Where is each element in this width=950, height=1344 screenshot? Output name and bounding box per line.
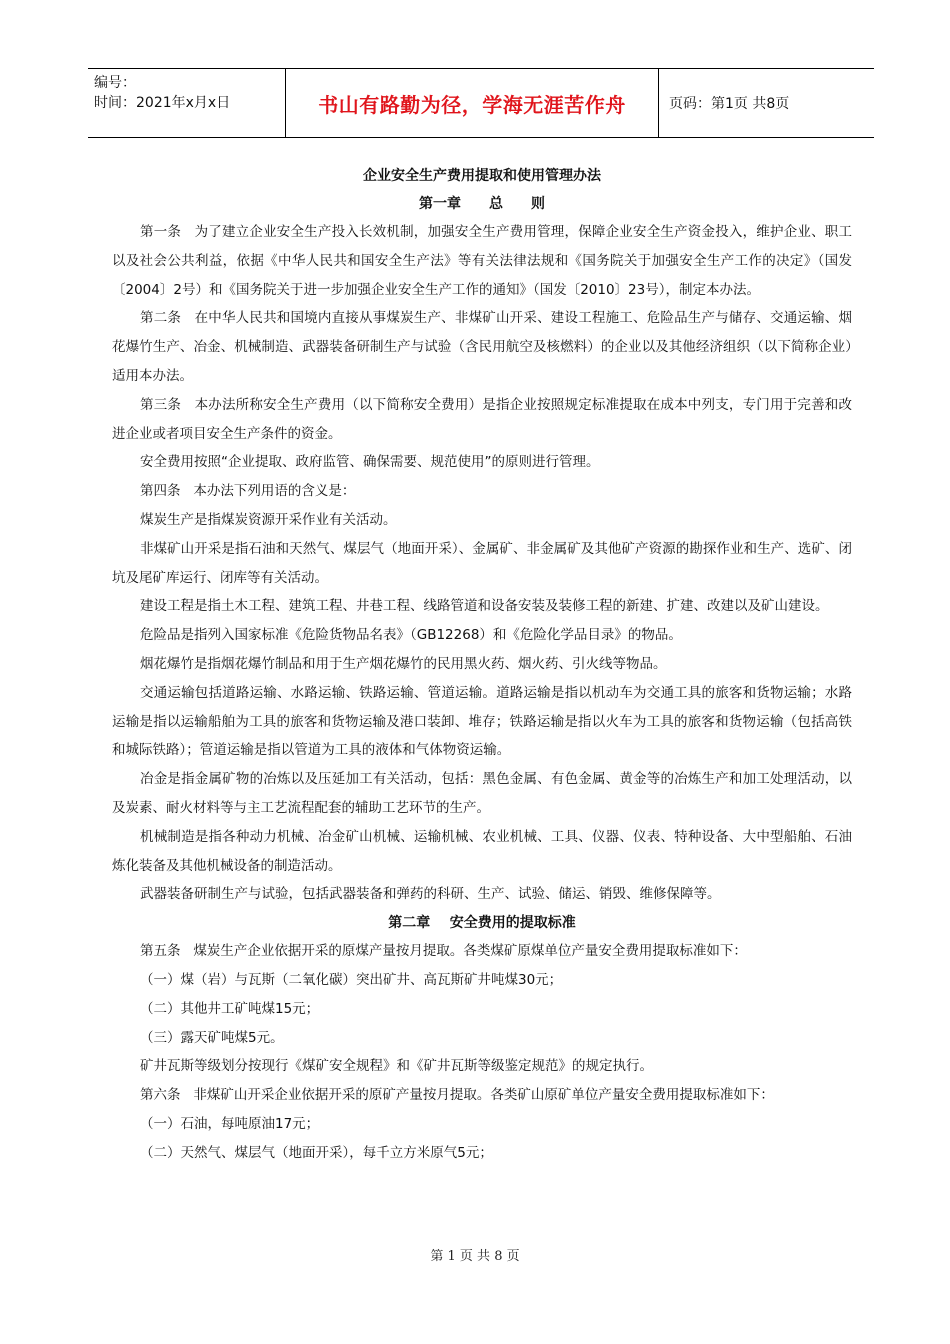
paragraph: 第四条 本办法下列用语的含义是： <box>140 483 356 500</box>
chapter-1-body <box>112 218 852 909</box>
paragraph: （一）煤（岩）与瓦斯（二氧化碳）突出矿井、高瓦斯矿井吨煤30元； <box>140 971 563 988</box>
header-page-info <box>659 69 874 137</box>
header-motto: 书山有路勤为径，学海无涯苦作舟 <box>318 92 626 117</box>
chapter-heading-2: 第二章 安全费用的提取标准 <box>388 915 576 932</box>
doc-number-label: 编号： <box>94 75 136 91</box>
paragraph: 第三条 本办法所称安全生产费用（以下简称安全费用）是指企业按照规定标准提取在成本中列支，专门用于完善和改进企业或者项目安全生产条件的资金。 <box>112 396 852 442</box>
chapter-2-body <box>112 937 852 1167</box>
paragraph: 矿井瓦斯等级划分按现行《煤矿安全规程》和《矿井瓦斯等级鉴定规范》的规定执行。 <box>140 1058 653 1075</box>
paragraph: 第六条 非煤矿山开采企业依据开采的原矿产量按月提取。各类矿山原矿单位产量安全费用提取标准如下： <box>140 1087 774 1104</box>
document-body <box>112 162 852 1168</box>
paragraph: 第五条 煤炭生产企业依据开采的原煤产量按月提取。各类煤矿原煤单位产量安全费用提取标准如下： <box>140 943 747 960</box>
paragraph: （三）露天矿吨煤5元。 <box>140 1029 284 1046</box>
paragraph: （一）石油，每吨原油17元； <box>140 1115 320 1132</box>
paragraph: 建设工程是指土木工程、建筑工程、井巷工程、线路管道和设备安装及装修工程的新建、扩建、改建以及矿山建设。 <box>140 598 829 615</box>
chapter-title-char-2: 则 <box>531 196 545 212</box>
header-motto-cell <box>285 69 659 137</box>
paragraph: 第二条 在中华人民共和国境内直接从事煤炭生产、非煤矿山开采、建设工程施工、危险品生产与储存、交通运输、烟花爆竹生产、冶金、机械制造、武器装备研制生产与试验（含民用航空及核燃料）的企业以及其他经济组织（以下简称企业）适用本办法。 <box>112 310 852 384</box>
chapter-number: 第一章 <box>419 196 461 212</box>
paragraph: 武器装备研制生产与试验，包括武器装备和弹药的科研、生产、试验、储运、销毁、维修保障等。 <box>140 886 721 903</box>
paragraph: 危险品是指列入国家标准《危险货物品名表》（GB12268）和《危险化学品目录》的物品。 <box>140 627 682 644</box>
paragraph: 第一条 为了建立企业安全生产投入长效机制，加强安全生产费用管理，保障企业安全生产资金投入，维护企业、职工以及社会公共利益，依据《中华人民共和国安全生产法》等有关法律法规和《国务院关于加强安全生产工作的决定》（国发〔2004〕2号）和《国务院关于进一步加强企业安全生产工作的通知》（国发〔2010〕23号），制定本办法。 <box>112 224 852 298</box>
paragraph: 烟花爆竹是指烟花爆竹制品和用于生产烟花爆竹的民用黑火药、烟火药、引火线等物品。 <box>140 655 667 672</box>
paragraph: 煤炭生产是指煤炭资源开采作业有关活动。 <box>140 511 397 528</box>
document-title: 企业安全生产费用提取和使用管理办法 <box>363 168 601 184</box>
page-footer: 第 1 页 共 8 页 <box>430 1249 520 1264</box>
chapter-title-char-1: 总 <box>489 196 503 212</box>
header-meta <box>88 69 284 137</box>
paragraph: （二）天然气、煤层气（地面开采），每千立方米原气5元； <box>140 1144 493 1161</box>
page-counter: 页码：第1页 共8页 <box>669 96 790 112</box>
page-header <box>88 68 874 138</box>
paragraph: 交通运输包括道路运输、水路运输、铁路运输、管道运输。道路运输是指以机动车为交通工具的旅客和货物运输；水路运输是指以运输船舶为工具的旅客和货物运输及港口装卸、堆存；铁路运输是指以火车为工具的旅客和货物运输（包括高铁和城际铁路）；管道运输是指以管道为工具的液体和气体物资运输。 <box>112 684 852 759</box>
chapter-heading-1 <box>112 190 852 218</box>
paragraph: 安全费用按照“企业提取、政府监管、确保需要、规范使用”的原则进行管理。 <box>140 454 600 471</box>
paragraph: 冶金是指金属矿物的冶炼以及压延加工有关活动，包括：黑色金属、有色金属、黄金等的冶炼生产和加工处理活动，以及炭素、耐火材料等与主工艺流程配套的辅助工艺环节的生产。 <box>112 771 852 816</box>
paragraph: （二）其他井工矿吨煤15元； <box>140 1000 320 1017</box>
paragraph: 非煤矿山开采是指石油和天然气、煤层气（地面开采）、金属矿、非金属矿及其他矿产资源的勘探作业和生产、选矿、闭坑及尾矿库运行、闭库等有关活动。 <box>112 540 852 586</box>
paragraph: 机械制造是指各种动力机械、冶金矿山机械、运输机械、农业机械、工具、仪器、仪表、特种设备、大中型船舶、石油炼化装备及其他机械设备的制造活动。 <box>112 828 852 874</box>
doc-date: 时间：2021年x月x日 <box>94 95 231 111</box>
